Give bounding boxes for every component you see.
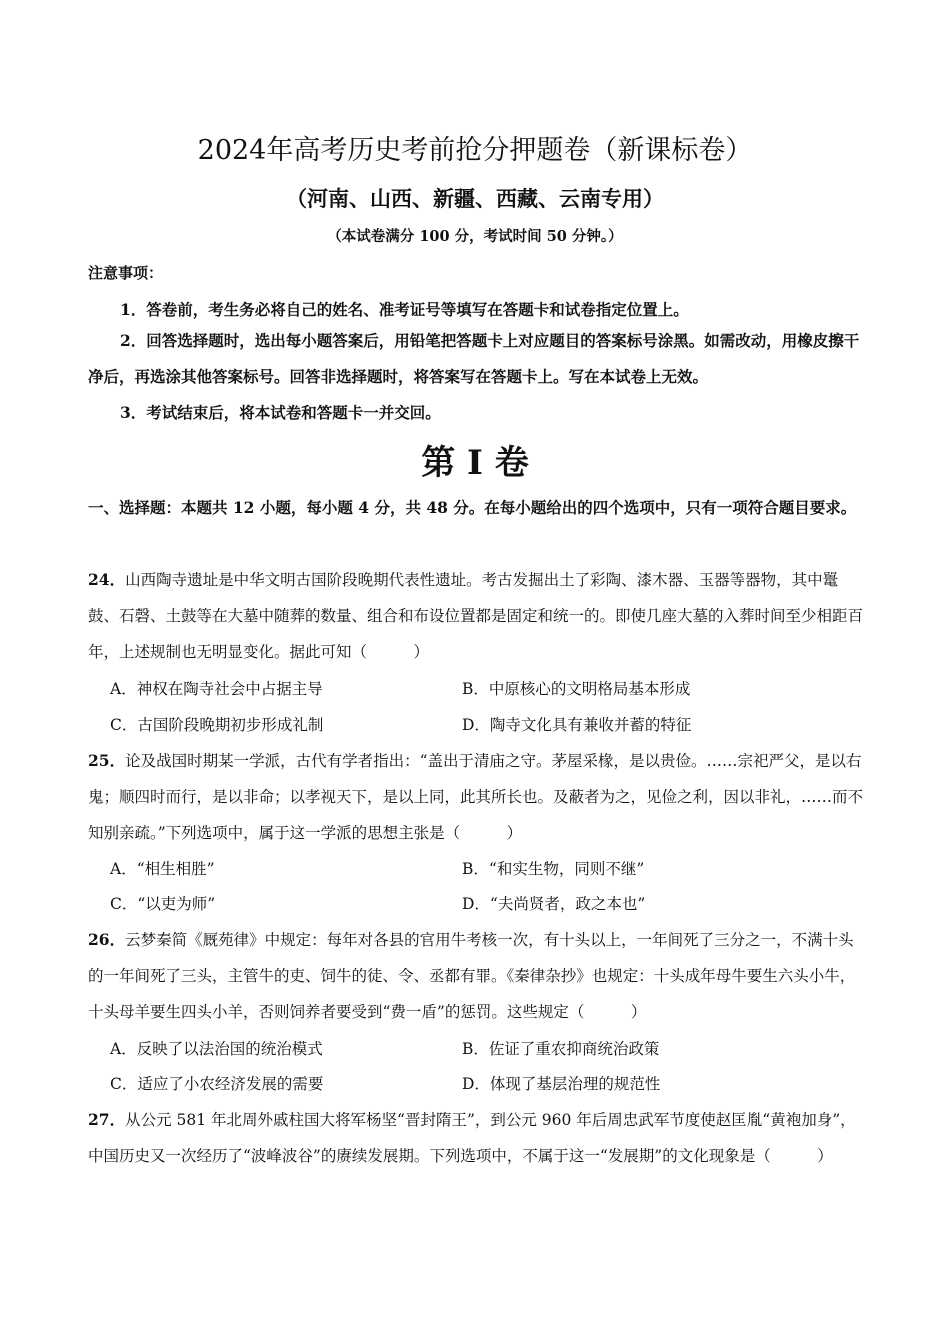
option-b[interactable]: B．佐证了重农抑商统治政策 (462, 1040, 660, 1058)
option-c[interactable]: C．适应了小农经济发展的需要 (110, 1075, 324, 1093)
question-number: 24． (88, 570, 126, 589)
question-stem: 论及战国时期某一学派，古代有学者指出：“盖出于清庙之守。茅屋采椽，是以贵俭。……宗祀严父，是以右鬼；顺四时而行，是以非命；以孝视天下，是以上同，此其所长也。及蔽者为之，见俭之利，因以非礼，……而不知别亲疏。”下列选项中，属于这一学派的思想主张是（ ） (88, 752, 864, 842)
exam-meta: （本试卷满分 100 分，考试时间 50 分钟。） (327, 228, 623, 245)
option-d[interactable]: D．体现了基层治理的规范性 (462, 1075, 661, 1093)
option-a[interactable]: A．“相生相胜” (110, 860, 215, 878)
note-item: 3．考试结束后，将本试卷和答题卡一并交回。 (120, 403, 441, 422)
notes-heading: 注意事项： (88, 264, 164, 282)
option-a[interactable]: A．反映了以法治国的统治模式 (110, 1040, 323, 1058)
question-number: 25． (88, 751, 126, 770)
question-27 (88, 1102, 864, 1174)
option-c[interactable]: C．“以吏为师” (110, 895, 216, 913)
section-instruction: 一、选择题：本题共 12 小题，每小题 4 分，共 48 分。在每小题给出的四个选项中，只有一项符合题目要求。 (88, 498, 857, 517)
option-c[interactable]: C．古国阶段晚期初步形成礼制 (110, 716, 324, 734)
section-title: 第 I 卷 (421, 443, 529, 483)
option-d[interactable]: D．陶寺文化具有兼收并蓄的特征 (462, 716, 692, 734)
question-stem: 山西陶寺遗址是中华文明古国阶段晚期代表性遗址。考古发掘出土了彩陶、漆木器、玉器等器物，其中鼍鼓、石磬、土鼓等在大墓中随葬的数量、组合和布设位置都是固定和统一的。即使几座大墓的入葬时间至少相距百年，上述规制也无明显变化。据此可知（ ） (88, 571, 864, 661)
option-b[interactable]: B．“和实生物，同则不继” (462, 860, 645, 878)
exam-title: 2024年高考历史考前抢分押题卷（新课标卷） (197, 135, 753, 166)
exam-subtitle: （河南、山西、新疆、西藏、云南专用） (286, 186, 664, 211)
question-stem: 云梦秦简《厩苑律》中规定：每年对各县的官用牛考核一次，有十头以上，一年间死了三分之一，不满十头的一年间死了三头，主管牛的吏、饲牛的徒、令、丞都有罪。《秦律杂抄》也规定：十头成年母牛要生六头小牛，十头母羊要生四头小羊，否则饲养者要受到“费一盾”的惩罚。这些规定（ ） (88, 931, 856, 1021)
question-stem: 从公元 581 年北周外戚柱国大将军杨坚“晋封隋王”，到公元 960 年后周忠武军节度使赵匡胤“黄袍加身”，中国历史又一次经历了“波峰波谷”的赓续发展期。下列选项中，不属于这一“发展期”的文化现象是（ ） (88, 1111, 856, 1165)
option-b[interactable]: B．中原核心的文明格局基本形成 (462, 680, 691, 698)
question-25 (88, 743, 864, 851)
question-number: 26． (88, 930, 126, 949)
question-26 (88, 922, 864, 1030)
note-item: 1．答卷前，考生务必将自己的姓名、准考证号等填写在答题卡和试卷指定位置上。 (120, 300, 689, 319)
note-item: 2．回答选择题时，选出每小题答案后，用铅笔把答题卡上对应题目的答案标号涂黑。如需改动，用橡皮擦干净后，再选涂其他答案标号。回答非选择题时，将答案写在答题卡上。写在本试卷上无效。 (88, 331, 860, 386)
question-number: 27． (88, 1110, 126, 1129)
option-d[interactable]: D．“夫尚贤者，政之本也” (462, 895, 646, 913)
option-a[interactable]: A．神权在陶寺社会中占据主导 (110, 680, 323, 698)
question-24 (88, 562, 864, 670)
